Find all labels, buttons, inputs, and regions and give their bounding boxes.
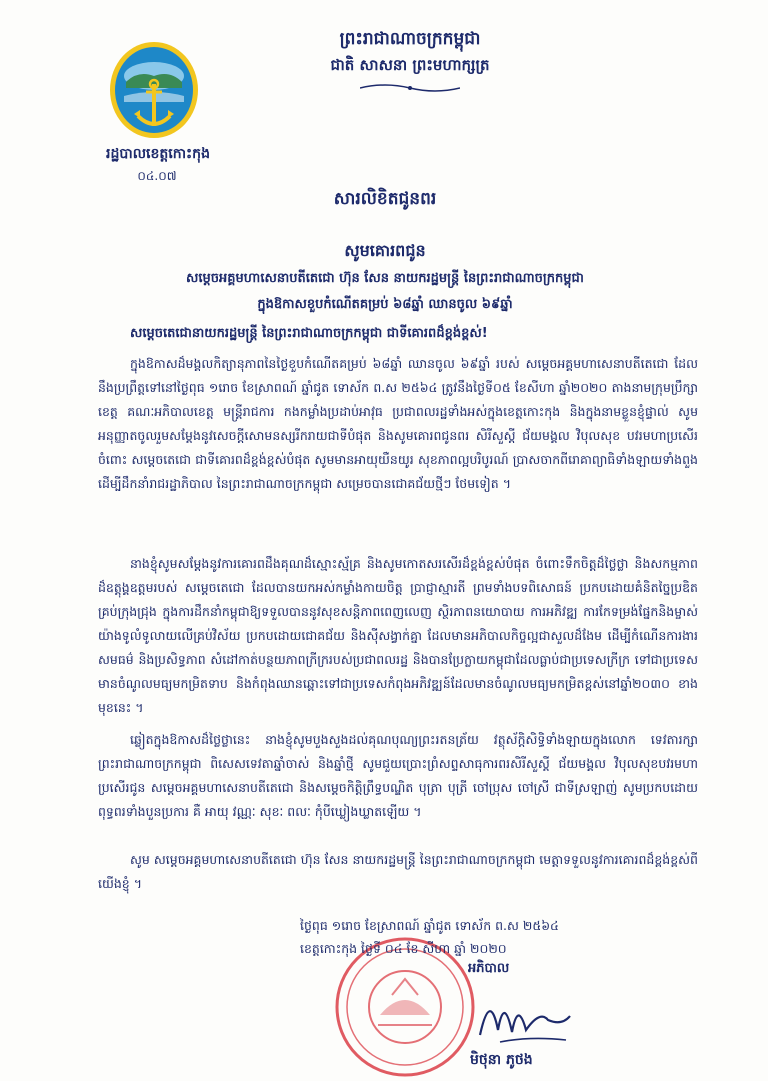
occasion-line: ក្នុងឱកាសខួបកំណើតគម្រប់ ៦៨ឆ្នាំ ឈានចូល ៦៩ឆ្នាំ bbox=[257, 297, 513, 312]
place-date-line: ខេត្តកោះកុង ថ្ងៃទី ០៤ ខែ សីហា ឆ្នាំ ២០២០ bbox=[300, 941, 507, 956]
date-line: ថ្ងៃពុធ ១រោច ខែស្រាពណ៍ ឆ្នាំជូត ទោស័ក ព.ស ២៥៦៤ bbox=[300, 918, 559, 933]
paragraph-3: ឆ្លៀតក្នុងឱកាសដ៏ថ្លៃថ្លានេះ នាងខ្ញុំសូមបួងសួងដល់គុណបុណ្យព្រះរតនត្រ័យ វត្ថុស័ក្តិសិទ្ធិទាំងឡាយក្នុងលោក ទេវតារក្សាព្រះរាជាណាចក្រកម្ពុជា ពិសេសទេវតាឆ្នាំចាស់ និងឆ្នាំថ្មី សូមជួយប្រោះព្រំសព្ទសាធុការពរសិរីសួស្តី ជ័យមង្គល វិបុលសុខបវរមហាប្រសើរជូន សម្តេចអគ្គមហាសេនាបតីតេជោ និងសម្តេចកិត្តិព្រឹទ្ធបណ្ឌិត បុត្រា បុត្រី ចៅប្រុស ចៅស្រី ជាទីស្រឡាញ់ សូមប្រកបដោយពុទ្ធពរទាំងបួនប្រការ គឺ អាយុ វណ្ណៈ សុខៈ ពលៈ កុំបីឃ្លៀងឃ្លាតឡើយ ។ bbox=[98, 732, 698, 819]
kingdom-title: ព្រះរាជាណាចក្រកម្ពុជា bbox=[339, 29, 481, 49]
greeting-line: សម្តេចតេជោនាយករដ្ឋមន្ត្រី នៃព្រះរាជាណាចក្រកម្ពុជា ជាទីគោរពដ៏ខ្ពង់ខ្ពស់! bbox=[130, 326, 488, 341]
recipient-line: សម្តេចអគ្គមហាសេនាបតីតេជោ ហ៊ុន សែន នាយករដ្ឋមន្ត្រី នៃព្រះរាជាណាចក្រកម្ពុជា bbox=[186, 271, 584, 286]
paragraph-4: សូម សម្តេចអគ្គមហាសេនាបតីតេជោ ហ៊ុន សែន នាយករដ្ឋមន្ត្រី នៃព្រះរាជាណាចក្រកម្ពុជា មេត្តាទទួលនូវការគោរពដ៏ខ្ពង់ខ្ពស់ពីយើងខ្ញុំ ។ bbox=[98, 852, 698, 891]
signer-title: អភិបាល bbox=[468, 961, 510, 976]
paragraph-1: ក្នុងឱកាសដ៏មង្គលកិត្យានុភាពនៃថ្ងៃខួបកំណើតគម្រប់ ៦៨ឆ្នាំ ឈានចូល ៦៩ឆ្នាំ របស់ សម្តេចអគ្គមហាសេនាបតីតេជោ ដែលនឹងប្រព្រឹត្តទៅនៅថ្ងៃពុធ ១រោច ខែស្រាពណ៍ ឆ្នាំជូត ទោស័ក ព.ស ២៥៦៤ ត្រូវនឹងថ្ងៃទី០៥ ខែសីហា ឆ្នាំ២០២០ តាងនាមក្រុមប្រឹក្សាខេត្ត គណៈអភិបាលខេត្ត មន្ត្រីរាជការ កងកម្លាំងប្រដាប់អាវុធ ប្រជាពលរដ្ឋទាំងអស់ក្នុងខេត្តកោះកុង និងក្នុងនាមខ្លួនខ្ញុំផ្ទាល់ សូមអនុញ្ញាតចូលរួមសម្តែងនូវសេចក្តីសោមនស្សរីករាយជាទីបំផុត និងសូមគោរពជូនពរ សិរីសួស្តី ជ័យមង្គល វិបុលសុខ បវរមហាប្រសើរចំពោះ សម្តេចតេជោ ជាទីគោរពដ៏ខ្ពង់ខ្ពស់បំផុត សូមមានអាយុយឺនយូរ សុខភាពល្អបរិបូរណ៍ ប្រាសចាកពីរោគាព្យាធិទាំងឡាយទាំងពួង ដើម្បីដឹកនាំរាជរដ្ឋាភិបាល នៃព្រះរាជាណាចក្រកម្ពុជា សម្រេចបានជោគជ័យថ្មីៗ ថែមទៀត ។ bbox=[98, 356, 698, 491]
reference-number: ​០៤.០៧ bbox=[137, 169, 177, 183]
handwritten-signature bbox=[470, 980, 580, 1050]
office-name: រដ្ឋបាលខេត្តកោះកុង bbox=[106, 146, 210, 162]
document-title: សារលិខិតជូនពរ bbox=[333, 189, 437, 209]
signer-name: មិថុនា ភូថង bbox=[470, 1052, 533, 1068]
national-motto: ជាតិ សាសនា ព្រះមហាក្សត្រ bbox=[330, 56, 490, 74]
provincial-emblem bbox=[108, 40, 200, 140]
salutation: សូមគោរពជូន bbox=[344, 241, 426, 260]
paragraph-2: នាងខ្ញុំសូមសម្តែងនូវការគោរពដឹងគុណដ៏ស្មោះស្ម័គ្រ និងសូមកោតសរសើរដ៏ខ្ពង់ខ្ពស់បំផុត ចំពោះទឹកចិត្តដ៏ថ្លៃថ្លា និងសកម្មភាពដ៏ឧត្តុង្គឧត្តមរបស់ សម្តេចតេជោ ដែលបានយកអស់កម្លាំងកាយចិត្ត ប្រាជ្ញាស្មារតី ព្រមទាំងបទពិសោធន៍ ប្រកបដោយគំនិតច្នៃប្រឌិតគ្រប់ក្រុងជ្រុង ក្នុងការដឹកនាំកម្ពុជាឱ្យទទួលបាននូវសុខសន្តិភាពពេញលេញ ស្ថិរភាពនយោបាយ ការអភិវឌ្ឍ ការកែទម្រង់ផ្នែកនិងម្ចាស់យ៉ាងទូលំទូលាយលើគ្រប់វិស័យ ប្រកបដោយជោគជ័យ និងស៊ីសង្វាក់គ្នា ដែលមានអភិបាលកិច្ចល្អជាសួលដ៏ងែម ដើម្បីកំណើនការងារ សមធម៌ និងប្រសិទ្ធភាព សំដៅកាត់បន្ថយភាពក្រីក្ររបស់ប្រជាពលរដ្ឋ និងបានប្រែក្លាយកម្ពុជាដែលធ្លាប់ជាប្រទេសក្រីក្រ ទៅជាប្រទេសមានចំណូលមធ្យមកម្រិតទាប និងកំពុងឈានឆ្ពោះទៅជាប្រទេសកំពុងអភិវឌ្ឍន៍ដែលមានចំណូលមធ្យមកម្រិតខ្ពស់នៅឆ្នាំ២០៣០ ខាងមុខនេះ ។ bbox=[98, 556, 698, 715]
ornament-divider bbox=[360, 82, 460, 94]
